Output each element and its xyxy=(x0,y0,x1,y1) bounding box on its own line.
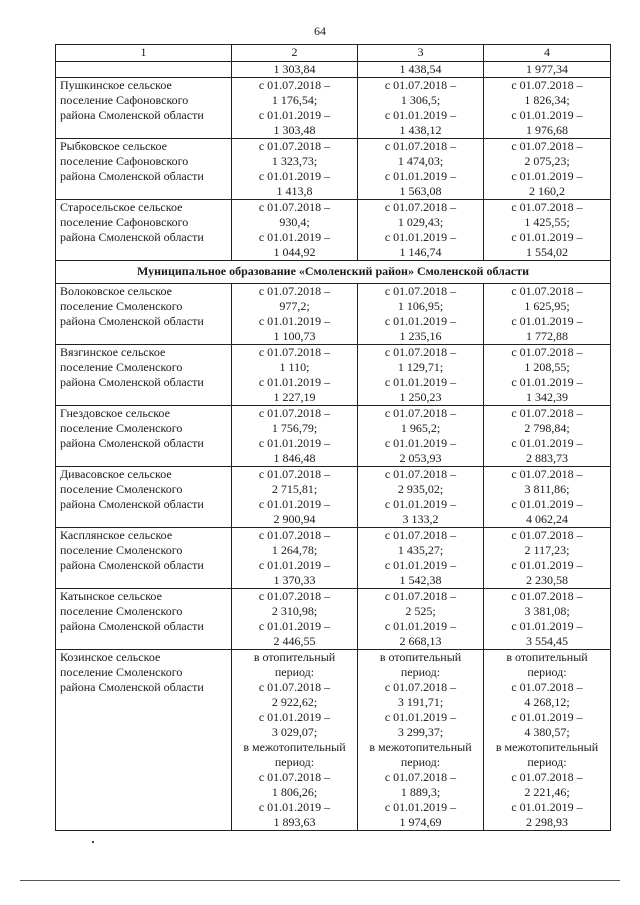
cell-line: 1 146,74 xyxy=(399,245,442,259)
cell-line: в межотопительный xyxy=(495,740,599,754)
cell-line: с 01.07.2018 – xyxy=(511,680,583,694)
cell-line: района Смоленской области xyxy=(60,169,204,183)
cell-line: с 01.01.2019 – xyxy=(384,800,457,814)
cell-line: 3 133,2 xyxy=(402,512,439,526)
cell-line: 2 160,2 xyxy=(529,184,565,198)
cell-line: 1 474,03; xyxy=(397,154,444,168)
tariff-cell xyxy=(232,528,358,589)
table-row xyxy=(56,406,611,467)
tariff-cell xyxy=(484,650,611,831)
table-row xyxy=(56,78,611,139)
cell-line: поселение Смоленского xyxy=(60,604,183,618)
cell-line: 4 268,12; xyxy=(524,695,570,709)
cell-line: 1 323,73; xyxy=(271,154,318,168)
cell-line: 1 625,95; xyxy=(524,299,570,313)
cell-line: 3 554,45 xyxy=(526,634,568,648)
cell-line: 2 935,02; xyxy=(397,482,444,496)
cell-line: с 01.01.2019 – xyxy=(511,436,583,450)
tariff-cell xyxy=(358,406,484,467)
tariff-cell xyxy=(232,467,358,528)
cell-line: 2 900,94 xyxy=(273,512,316,526)
continued-row xyxy=(56,62,611,78)
cell-line: с 01.01.2019 – xyxy=(258,558,331,572)
cell-line: 1 542,38 xyxy=(399,573,442,587)
tariff-cell xyxy=(358,200,484,261)
tariff-cell xyxy=(484,406,611,467)
cell-line: 1 435,27; xyxy=(397,543,444,557)
cell-line: 1 044,92 xyxy=(273,245,316,259)
cell-line: Волоковское сельское xyxy=(60,284,172,298)
cell-line: с 01.07.2018 – xyxy=(511,139,583,153)
settlement-name-cell xyxy=(56,650,232,831)
cell-line: поселение Смоленского xyxy=(60,299,183,313)
settlement-name-cell xyxy=(56,78,232,139)
cell-line: района Смоленской области xyxy=(60,108,204,122)
cell-line: в отопительный xyxy=(506,650,588,664)
cell-line: 2 053,93 xyxy=(399,451,442,465)
cell-line: с 01.01.2019 – xyxy=(384,375,457,389)
cell-line: период: xyxy=(274,665,315,679)
cell-line: поселение Сафоновского xyxy=(60,215,189,229)
cell-line: с 01.01.2019 – xyxy=(511,497,583,511)
tariff-cell xyxy=(232,345,358,406)
cell-line: с 01.07.2018 – xyxy=(258,589,331,603)
header-cell: 2 xyxy=(232,45,358,62)
cell-line: 3 811,86; xyxy=(524,482,570,496)
cell-line: 1 208,55; xyxy=(524,360,570,374)
tariff-cell xyxy=(232,650,358,831)
cell-line: Козинское сельское xyxy=(60,650,161,664)
settlement-name-cell xyxy=(56,467,232,528)
cell-line: 1 889,3; xyxy=(400,785,441,799)
cell-line: 1 029,43; xyxy=(397,215,444,229)
table-row xyxy=(56,650,611,831)
cell-line: 1 235,16 xyxy=(399,329,442,343)
continued-name-cell xyxy=(56,62,232,78)
cell-line: с 01.07.2018 – xyxy=(384,284,457,298)
cell-line: 1 413,8 xyxy=(276,184,313,198)
cell-line: с 01.07.2018 – xyxy=(384,345,457,359)
cell-line: Рыбковское сельское xyxy=(60,139,167,153)
cell-line: 1 438,12 xyxy=(399,123,442,137)
cell-line: с 01.07.2018 – xyxy=(384,680,457,694)
cell-line: 1 264,78; xyxy=(271,543,318,557)
cell-line: 1 846,48 xyxy=(273,451,316,465)
cell-line: 3 381,08; xyxy=(524,604,570,618)
cell-line: 1 563,08 xyxy=(399,184,442,198)
cell-line: 2 922,62; xyxy=(271,695,318,709)
cell-line: с 01.01.2019 – xyxy=(384,169,457,183)
table-row xyxy=(56,139,611,200)
cell-line: 1 129,71; xyxy=(397,360,444,374)
cell-line: района Смоленской области xyxy=(60,619,204,633)
cell-line: с 01.07.2018 – xyxy=(384,467,457,481)
cell-line: период: xyxy=(527,665,567,679)
settlement-name-cell xyxy=(56,406,232,467)
cell-line: 3 299,37; xyxy=(397,725,444,739)
cell-line: с 01.01.2019 – xyxy=(511,314,583,328)
cell-line: 1 100,73 xyxy=(273,329,316,343)
cell-line: с 01.01.2019 – xyxy=(384,314,457,328)
table-row xyxy=(56,345,611,406)
cell-line: 2 715,81; xyxy=(271,482,318,496)
cell-line: с 01.07.2018 – xyxy=(258,467,331,481)
cell-line: 2 883,73 xyxy=(526,451,568,465)
cell-line: с 01.01.2019 – xyxy=(258,169,331,183)
tariff-cell xyxy=(484,589,611,650)
cell-line: с 01.01.2019 – xyxy=(511,800,583,814)
cell-line: с 01.01.2019 – xyxy=(258,497,331,511)
scan-speck xyxy=(92,841,94,843)
cell-line: поселение Смоленского xyxy=(60,543,183,557)
continued-value-cell: 1 438,54 xyxy=(358,62,484,78)
cell-line: 1 974,69 xyxy=(399,815,442,829)
cell-line: района Смоленской области xyxy=(60,558,204,572)
cell-line: с 01.07.2018 – xyxy=(384,406,457,420)
cell-line: с 01.01.2019 – xyxy=(384,497,457,511)
cell-line: Пушкинское сельское xyxy=(60,78,172,92)
cell-line: с 01.01.2019 – xyxy=(384,230,457,244)
cell-line: 1 425,55; xyxy=(524,215,570,229)
cell-line: период: xyxy=(400,755,441,769)
cell-line: с 01.01.2019 – xyxy=(511,375,583,389)
cell-line: 1 370,33 xyxy=(273,573,316,587)
cell-line: 3 029,07; xyxy=(271,725,318,739)
cell-line: 1 554,02 xyxy=(526,245,568,259)
tariff-cell xyxy=(484,78,611,139)
cell-line: в отопительный xyxy=(379,650,462,664)
cell-line: поселение Смоленского xyxy=(60,421,183,435)
cell-line: 977,2; xyxy=(279,299,310,313)
settlement-name-cell xyxy=(56,589,232,650)
cell-line: с 01.01.2019 – xyxy=(384,436,457,450)
tariff-cell xyxy=(358,650,484,831)
cell-line: 4 380,57; xyxy=(524,725,570,739)
cell-line: с 01.07.2018 – xyxy=(384,589,457,603)
settlement-name-cell xyxy=(56,284,232,345)
cell-line: с 01.07.2018 – xyxy=(258,528,331,542)
cell-line: с 01.01.2019 – xyxy=(511,169,583,183)
cell-line: в отопительный xyxy=(253,650,336,664)
table-row xyxy=(56,200,611,261)
cell-line: поселение Смоленского xyxy=(60,665,183,679)
header-cell: 1 xyxy=(56,45,232,62)
table-row xyxy=(56,284,611,345)
cell-line: района Смоленской области xyxy=(60,497,204,511)
cell-line: с 01.07.2018 – xyxy=(511,406,583,420)
cell-line: с 01.01.2019 – xyxy=(511,619,583,633)
cell-line: 1 227,19 xyxy=(273,390,316,404)
cell-line: 1 756,79; xyxy=(271,421,318,435)
settlement-name-cell xyxy=(56,139,232,200)
cell-line: с 01.01.2019 – xyxy=(511,710,583,724)
cell-line: 1 250,23 xyxy=(399,390,442,404)
cell-line: в межотопительный xyxy=(369,740,472,754)
cell-line: с 01.07.2018 – xyxy=(258,680,331,694)
cell-line: Катынское сельское xyxy=(60,589,162,603)
cell-line: поселение Сафоновского xyxy=(60,154,189,168)
cell-line: района Смоленской области xyxy=(60,436,204,450)
cell-line: 4 062,24 xyxy=(526,512,568,526)
tariff-cell xyxy=(484,284,611,345)
cell-line: района Смоленской области xyxy=(60,375,204,389)
cell-line: 1 303,48 xyxy=(273,123,316,137)
tariff-cell xyxy=(358,139,484,200)
cell-line: с 01.07.2018 – xyxy=(511,284,583,298)
cell-line: Старосельское сельское xyxy=(60,200,183,214)
cell-line: с 01.01.2019 – xyxy=(511,558,583,572)
cell-line: с 01.01.2019 – xyxy=(511,230,583,244)
cell-line: с 01.07.2018 – xyxy=(258,406,331,420)
cell-line: в межотопительный xyxy=(243,740,346,754)
settlement-name-cell xyxy=(56,345,232,406)
tariff-cell xyxy=(358,78,484,139)
cell-line: период: xyxy=(527,755,567,769)
table-row xyxy=(56,528,611,589)
cell-line: период: xyxy=(400,665,441,679)
cell-line: с 01.07.2018 – xyxy=(258,139,331,153)
header-cell: 4 xyxy=(484,45,611,62)
cell-line: 2 298,93 xyxy=(526,815,568,829)
cell-line: с 01.07.2018 – xyxy=(511,345,583,359)
cell-line: с 01.01.2019 – xyxy=(258,314,331,328)
tariff-cell xyxy=(484,528,611,589)
cell-line: с 01.07.2018 – xyxy=(511,770,583,784)
cell-line: с 01.07.2018 – xyxy=(384,528,457,542)
cell-line: с 01.07.2018 – xyxy=(258,770,331,784)
cell-line: с 01.01.2019 – xyxy=(258,436,331,450)
cell-line: поселение Сафоновского xyxy=(60,93,189,107)
cell-line: с 01.07.2018 – xyxy=(384,78,457,92)
cell-line: с 01.01.2019 – xyxy=(384,108,457,122)
settlement-name-cell xyxy=(56,528,232,589)
cell-line: 2 668,13 xyxy=(399,634,442,648)
cell-line: период: xyxy=(274,755,315,769)
tariff-cell xyxy=(358,284,484,345)
tariff-cell xyxy=(358,345,484,406)
cell-line: Вязгинское сельское xyxy=(60,345,166,359)
cell-line: района Смоленской области xyxy=(60,680,204,694)
cell-line: 930,4; xyxy=(279,215,310,229)
cell-line: с 01.01.2019 – xyxy=(258,230,331,244)
section-title: Муниципальное образование «Смоленский район» Смоленской области xyxy=(56,261,611,284)
cell-line: 1 306,5; xyxy=(400,93,441,107)
cell-line: с 01.07.2018 – xyxy=(511,467,583,481)
section-row xyxy=(56,261,611,284)
cell-line: с 01.07.2018 – xyxy=(384,200,457,214)
cell-line: с 01.01.2019 – xyxy=(258,710,331,724)
tariff-cell xyxy=(232,139,358,200)
cell-line: Касплянское сельское xyxy=(60,528,173,542)
cell-line: 1 893,63 xyxy=(273,815,316,829)
cell-line: поселение Смоленского xyxy=(60,482,183,496)
cell-line: 1 106,95; xyxy=(397,299,444,313)
cell-line: 2 075,23; xyxy=(524,154,570,168)
page-number: 64 xyxy=(314,24,326,38)
header-cell: 3 xyxy=(358,45,484,62)
page-bottom-rule xyxy=(20,880,620,881)
tariff-cell xyxy=(358,589,484,650)
cell-line: с 01.07.2018 – xyxy=(258,284,331,298)
settlement-name-cell xyxy=(56,200,232,261)
cell-line: 2 221,46; xyxy=(524,785,570,799)
cell-line: 1 110; xyxy=(279,360,310,374)
cell-line: с 01.07.2018 – xyxy=(384,139,457,153)
cell-line: с 01.01.2019 – xyxy=(258,800,331,814)
cell-line: 1 176,54; xyxy=(271,93,318,107)
cell-line: с 01.07.2018 – xyxy=(384,770,457,784)
cell-line: с 01.07.2018 – xyxy=(511,528,583,542)
tariff-cell xyxy=(484,345,611,406)
cell-line: 1 965,2; xyxy=(400,421,441,435)
continued-value-cell: 1 977,34 xyxy=(484,62,611,78)
tariff-cell xyxy=(232,406,358,467)
cell-line: 2 446,55 xyxy=(273,634,316,648)
cell-line: 1 342,39 xyxy=(526,390,568,404)
header-row xyxy=(56,45,611,62)
table-row xyxy=(56,467,611,528)
tariff-cell xyxy=(232,284,358,345)
tariff-cell xyxy=(484,467,611,528)
cell-line: с 01.07.2018 – xyxy=(511,589,583,603)
cell-line: 2 798,84; xyxy=(524,421,570,435)
cell-line: с 01.01.2019 – xyxy=(384,558,457,572)
cell-line: с 01.07.2018 – xyxy=(258,78,331,92)
cell-line: Дивасовское сельское xyxy=(60,467,172,481)
cell-line: 2 525; xyxy=(405,604,436,618)
tariff-cell xyxy=(232,589,358,650)
cell-line: с 01.01.2019 – xyxy=(384,710,457,724)
tariff-cell xyxy=(484,200,611,261)
cell-line: 2 310,98; xyxy=(271,604,318,618)
tariff-cell xyxy=(232,78,358,139)
cell-line: 2 117,23; xyxy=(524,543,570,557)
tariff-cell xyxy=(484,139,611,200)
cell-line: района Смоленской области xyxy=(60,314,204,328)
cell-line: Гнездовское сельское xyxy=(60,406,170,420)
cell-line: 2 230,58 xyxy=(526,573,568,587)
cell-line: с 01.07.2018 – xyxy=(258,200,331,214)
cell-line: с 01.01.2019 – xyxy=(384,619,457,633)
cell-line: с 01.07.2018 – xyxy=(511,78,583,92)
cell-line: с 01.07.2018 – xyxy=(258,345,331,359)
tariff-table xyxy=(55,44,611,831)
cell-line: поселение Смоленского xyxy=(60,360,183,374)
tariff-cell xyxy=(358,528,484,589)
cell-line: с 01.07.2018 – xyxy=(511,200,583,214)
cell-line: с 01.01.2019 – xyxy=(258,619,331,633)
cell-line: 3 191,71; xyxy=(397,695,444,709)
cell-line: 1 772,88 xyxy=(526,329,568,343)
continued-value-cell: 1 303,84 xyxy=(232,62,358,78)
cell-line: с 01.01.2019 – xyxy=(511,108,583,122)
table-row xyxy=(56,589,611,650)
cell-line: района Смоленской области xyxy=(60,230,204,244)
cell-line: 1 806,26; xyxy=(271,785,318,799)
cell-line: 1 976,68 xyxy=(526,123,568,137)
cell-line: 1 826,34; xyxy=(524,93,570,107)
cell-line: с 01.01.2019 – xyxy=(258,108,331,122)
tariff-cell xyxy=(358,467,484,528)
cell-line: с 01.01.2019 – xyxy=(258,375,331,389)
tariff-cell xyxy=(232,200,358,261)
